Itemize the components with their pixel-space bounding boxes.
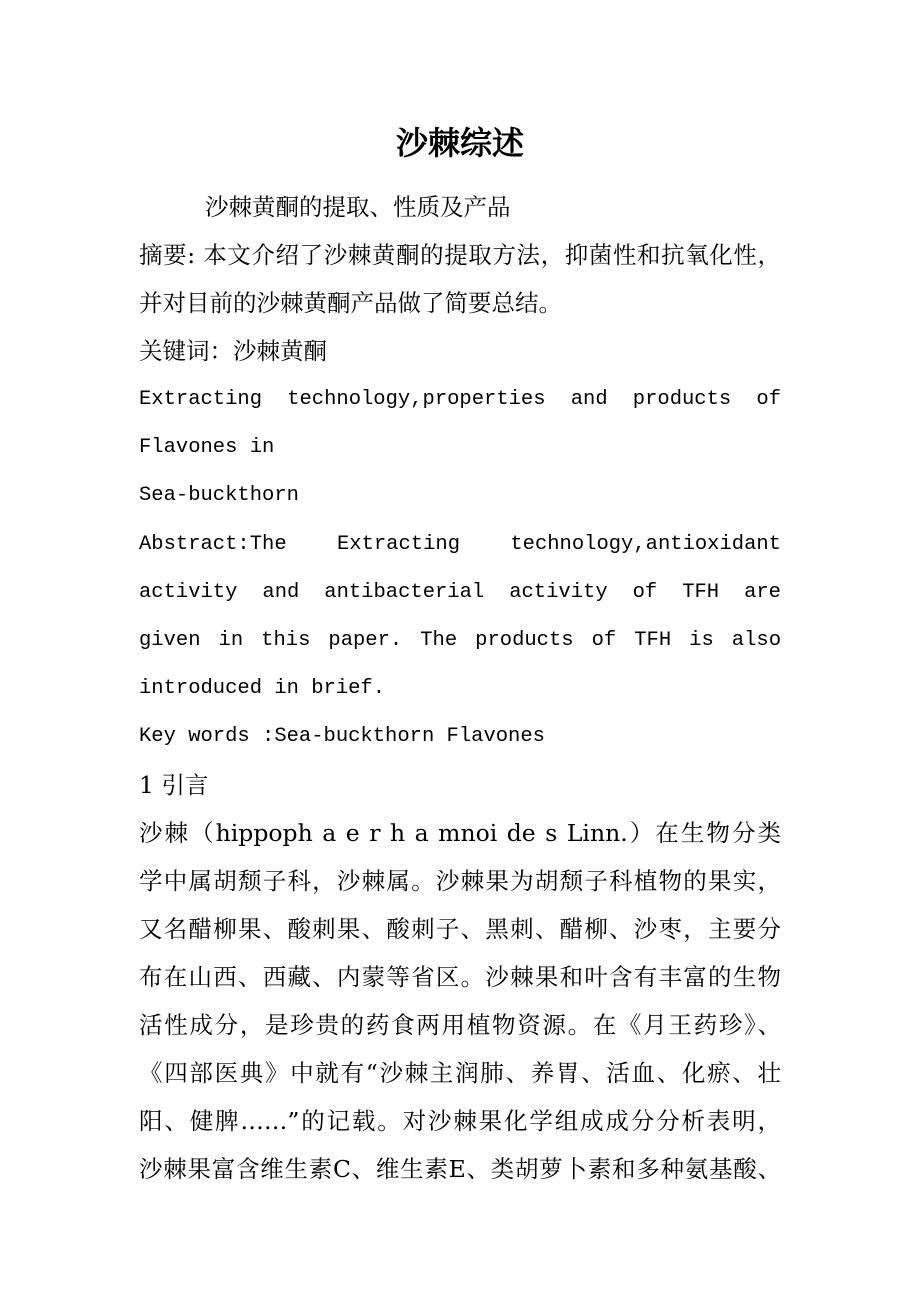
abstract-en-line: activity and antibacterial activity of TFH are [139, 581, 781, 604]
section-heading: 1 引言 [139, 771, 209, 799]
subtitle: 沙棘黄酮的提取、性质及产品 [205, 193, 511, 221]
abstract-en-line: given in this paper. The products of TFH is also [139, 629, 781, 652]
body-line: 学中属胡颓子科，沙棘属。沙棘果为胡颓子科植物的果实， [139, 867, 781, 895]
abstract-en-line: Abstract:The Extracting technology,antioxidant [139, 533, 781, 556]
body-line: 活性成分，是珍贵的药食两用植物资源。在《月王药珍》、 [139, 1011, 781, 1039]
document-title: 沙棘综述 [395, 124, 524, 162]
title-en-line: Flavones in [139, 436, 275, 459]
abstract-cn-line: 并对目前的沙棘黄酮产品做了简要总结。 [139, 289, 562, 317]
keywords-cn: 关键词：沙棘黄酮 [139, 337, 327, 365]
body-line: 布在山西、西藏、内蒙等省区。沙棘果和叶含有丰富的生物 [139, 963, 781, 991]
body-line: 沙棘果富含维生素C、维生素E、类胡萝卜素和多种氨基酸、 [139, 1155, 781, 1183]
keywords-en: Key words :Sea-buckthorn Flavones [139, 725, 545, 748]
body-line: 又名醋柳果、酸刺果、酸刺子、黑刺、醋柳、沙枣，主要分 [139, 915, 781, 943]
body-line: 沙棘（hippoph a e r h a mnoi de s Linn.）在生物分类 [139, 819, 781, 847]
body-line: 阳、健脾……”的记载。对沙棘果化学组成成分分析表明， [139, 1107, 781, 1135]
title-en-line: Sea-buckthorn [139, 484, 299, 507]
title-en-line: Extracting technology,properties and products of [139, 388, 781, 411]
body-line: 《四部医典》中就有“沙棘主润肺、养胃、活血、化瘀、壮 [139, 1059, 781, 1087]
abstract-cn-line: 摘要: 本文介绍了沙棘黄酮的提取方法，抑菌性和抗氧化性， [139, 241, 781, 269]
abstract-en-line: introduced in brief. [139, 677, 386, 700]
